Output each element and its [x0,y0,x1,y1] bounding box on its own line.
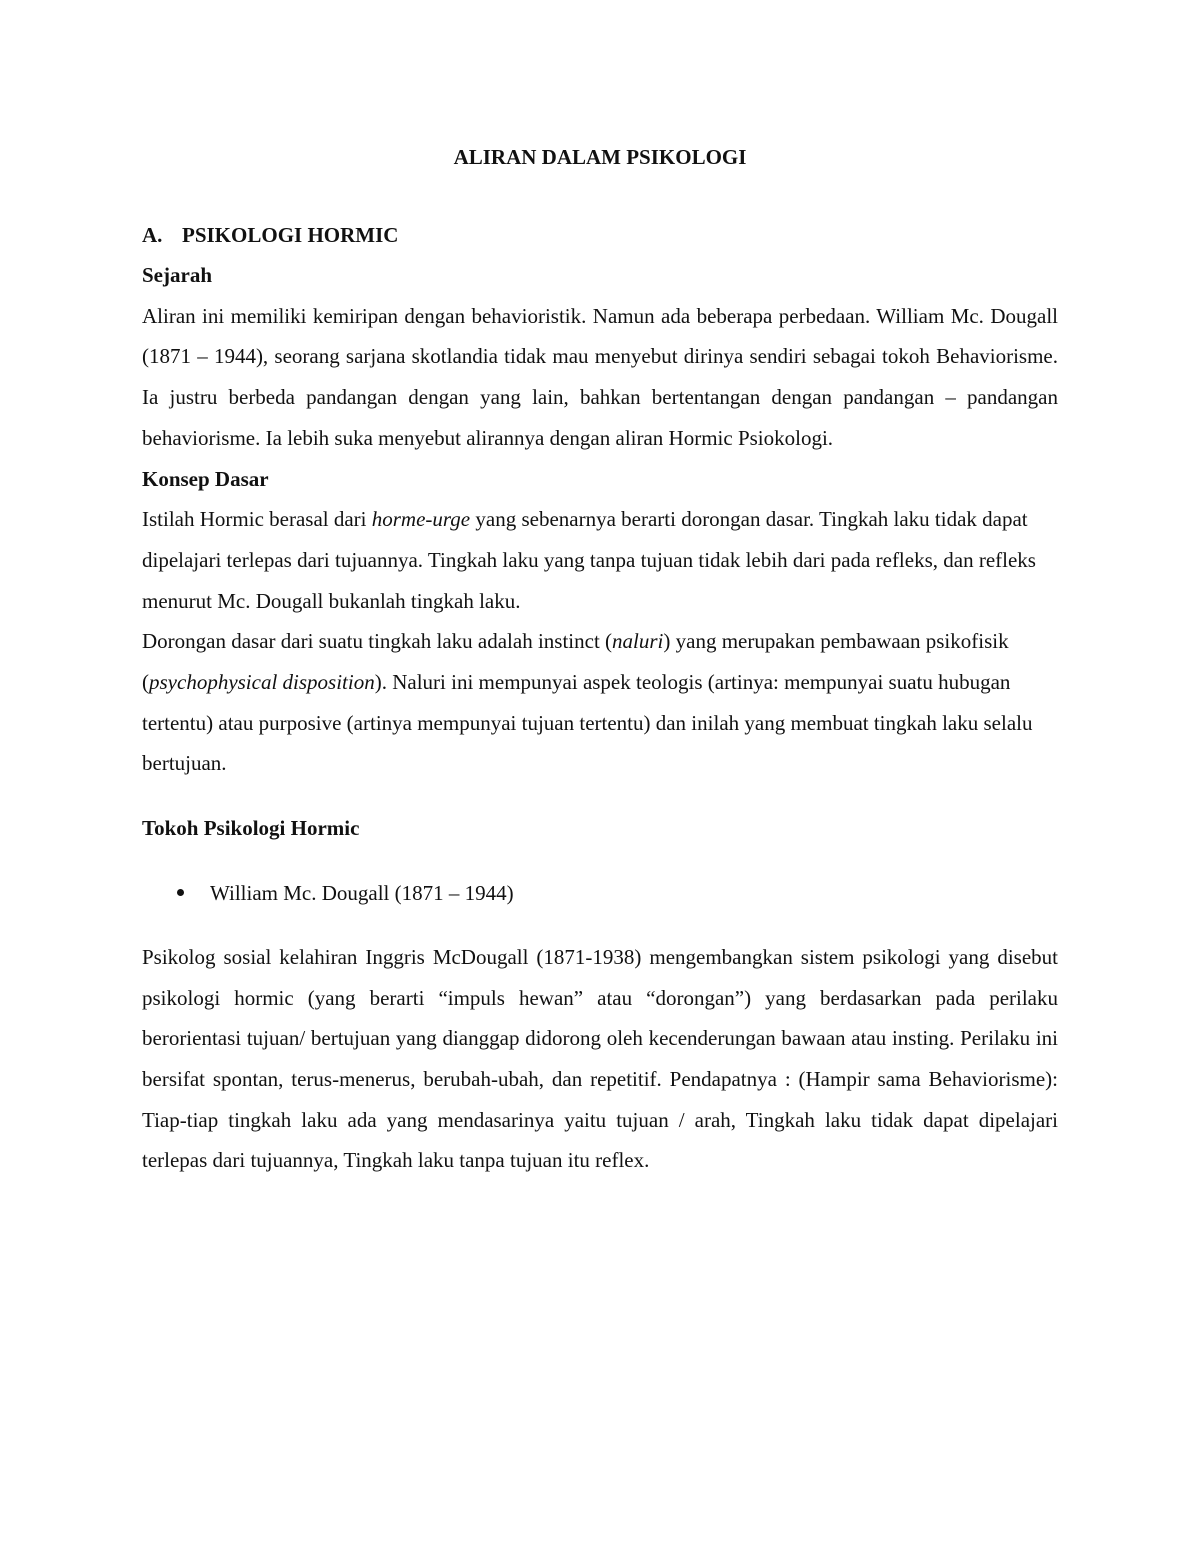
document-content [142,137,1058,1181]
konsep-p2-text-c: ). Naluri ini mempunyai aspek teologis (artinya: mempunyai suatu hubugan tertentu) atau purposive (artinya mempunyai tujuan tertentu) dan inilah yang membuat tingkah laku selalu bertujuan. [142,670,1033,776]
konsep-dasar-heading: Konsep Dasar [142,466,269,491]
konsep-p1-text-a: Istilah Hormic berasal dari [142,507,372,532]
konsep-p2-italic-1: naluri [612,629,664,654]
tokoh-list [142,873,1058,913]
list-item [142,873,1058,913]
konsep-paragraph-1 [142,499,1058,621]
tokoh-heading: Tokoh Psikologi Hormic [142,816,360,841]
section-title: PSIKOLOGI HORMIC [182,223,399,247]
sejarah-heading: Sejarah [142,263,212,287]
section-heading [142,215,1058,255]
konsep-p2-text-a: Dorongan dasar dari suatu tingkah laku adalah instinct ( [142,629,613,654]
konsep-p1-text-b: yang sebenarnya berarti dorongan dasar. Tingkah laku tidak dapat dipelajari terlepas dari tujuannya. Tingkah laku yang tanpa tujuan tidak lebih dari pada refleks, dan refleks menurut Mc. Dougall bukanlah tingkah laku. [142,507,1036,613]
tokoh-paragraph: Psikolog sosial kelahiran Inggris McDougall (1871-1938) mengembangkan sistem psikologi yang disebut psikologi hormic (yang berarti “impuls hewan” atau “dorongan”) yang berdasarkan pada perilaku berorientasi tujuan/ bertujuan yang dianggap didorong oleh kecenderungan bawaan atau insting. Perilaku ini bersifat spontan, terus-menerus, berubah-ubah, dan repetitif. Pendapatnya : (Hampir sama Behaviorisme): Tiap-tiap tingkah laku ada yang mendasarinya yaitu tujuan / arah, Tingkah laku tidak dapat dipelajari terlepas dari tujuannya, Tingkah laku tanpa tujuan itu reflex. [142,944,1058,1173]
bullet-icon [177,889,184,896]
section-letter: A. [142,223,163,247]
konsep-p1-italic: horme-urge [371,507,471,532]
konsep-p2-italic-2: psychophysical disposition [149,670,375,695]
konsep-p2-text-b: ) yang merupakan pembawaan psikofisik ( [142,629,1009,695]
list-item-text: William Mc. Dougall (1871 – 1944) [210,880,514,905]
konsep-paragraph-2 [142,621,1058,784]
document-title: ALIRAN DALAM PSIKOLOGI [453,145,747,169]
sejarah-paragraph: Aliran ini memiliki kemiripan dengan behavioristik. Namun ada beberapa perbedaan. William Mc. Dougall (1871 – 1944), seorang sarjana skotlandia tidak mau menyebut dirinya sendiri sebagai tokoh Behaviorisme. Ia justru berbeda pandangan dengan yang lain, bahkan bertentangan dengan pandangan – pandangan behaviorisme. Ia lebih suka menyebut alirannya dengan aliran Hormic Psiokologi. [142,303,1058,450]
